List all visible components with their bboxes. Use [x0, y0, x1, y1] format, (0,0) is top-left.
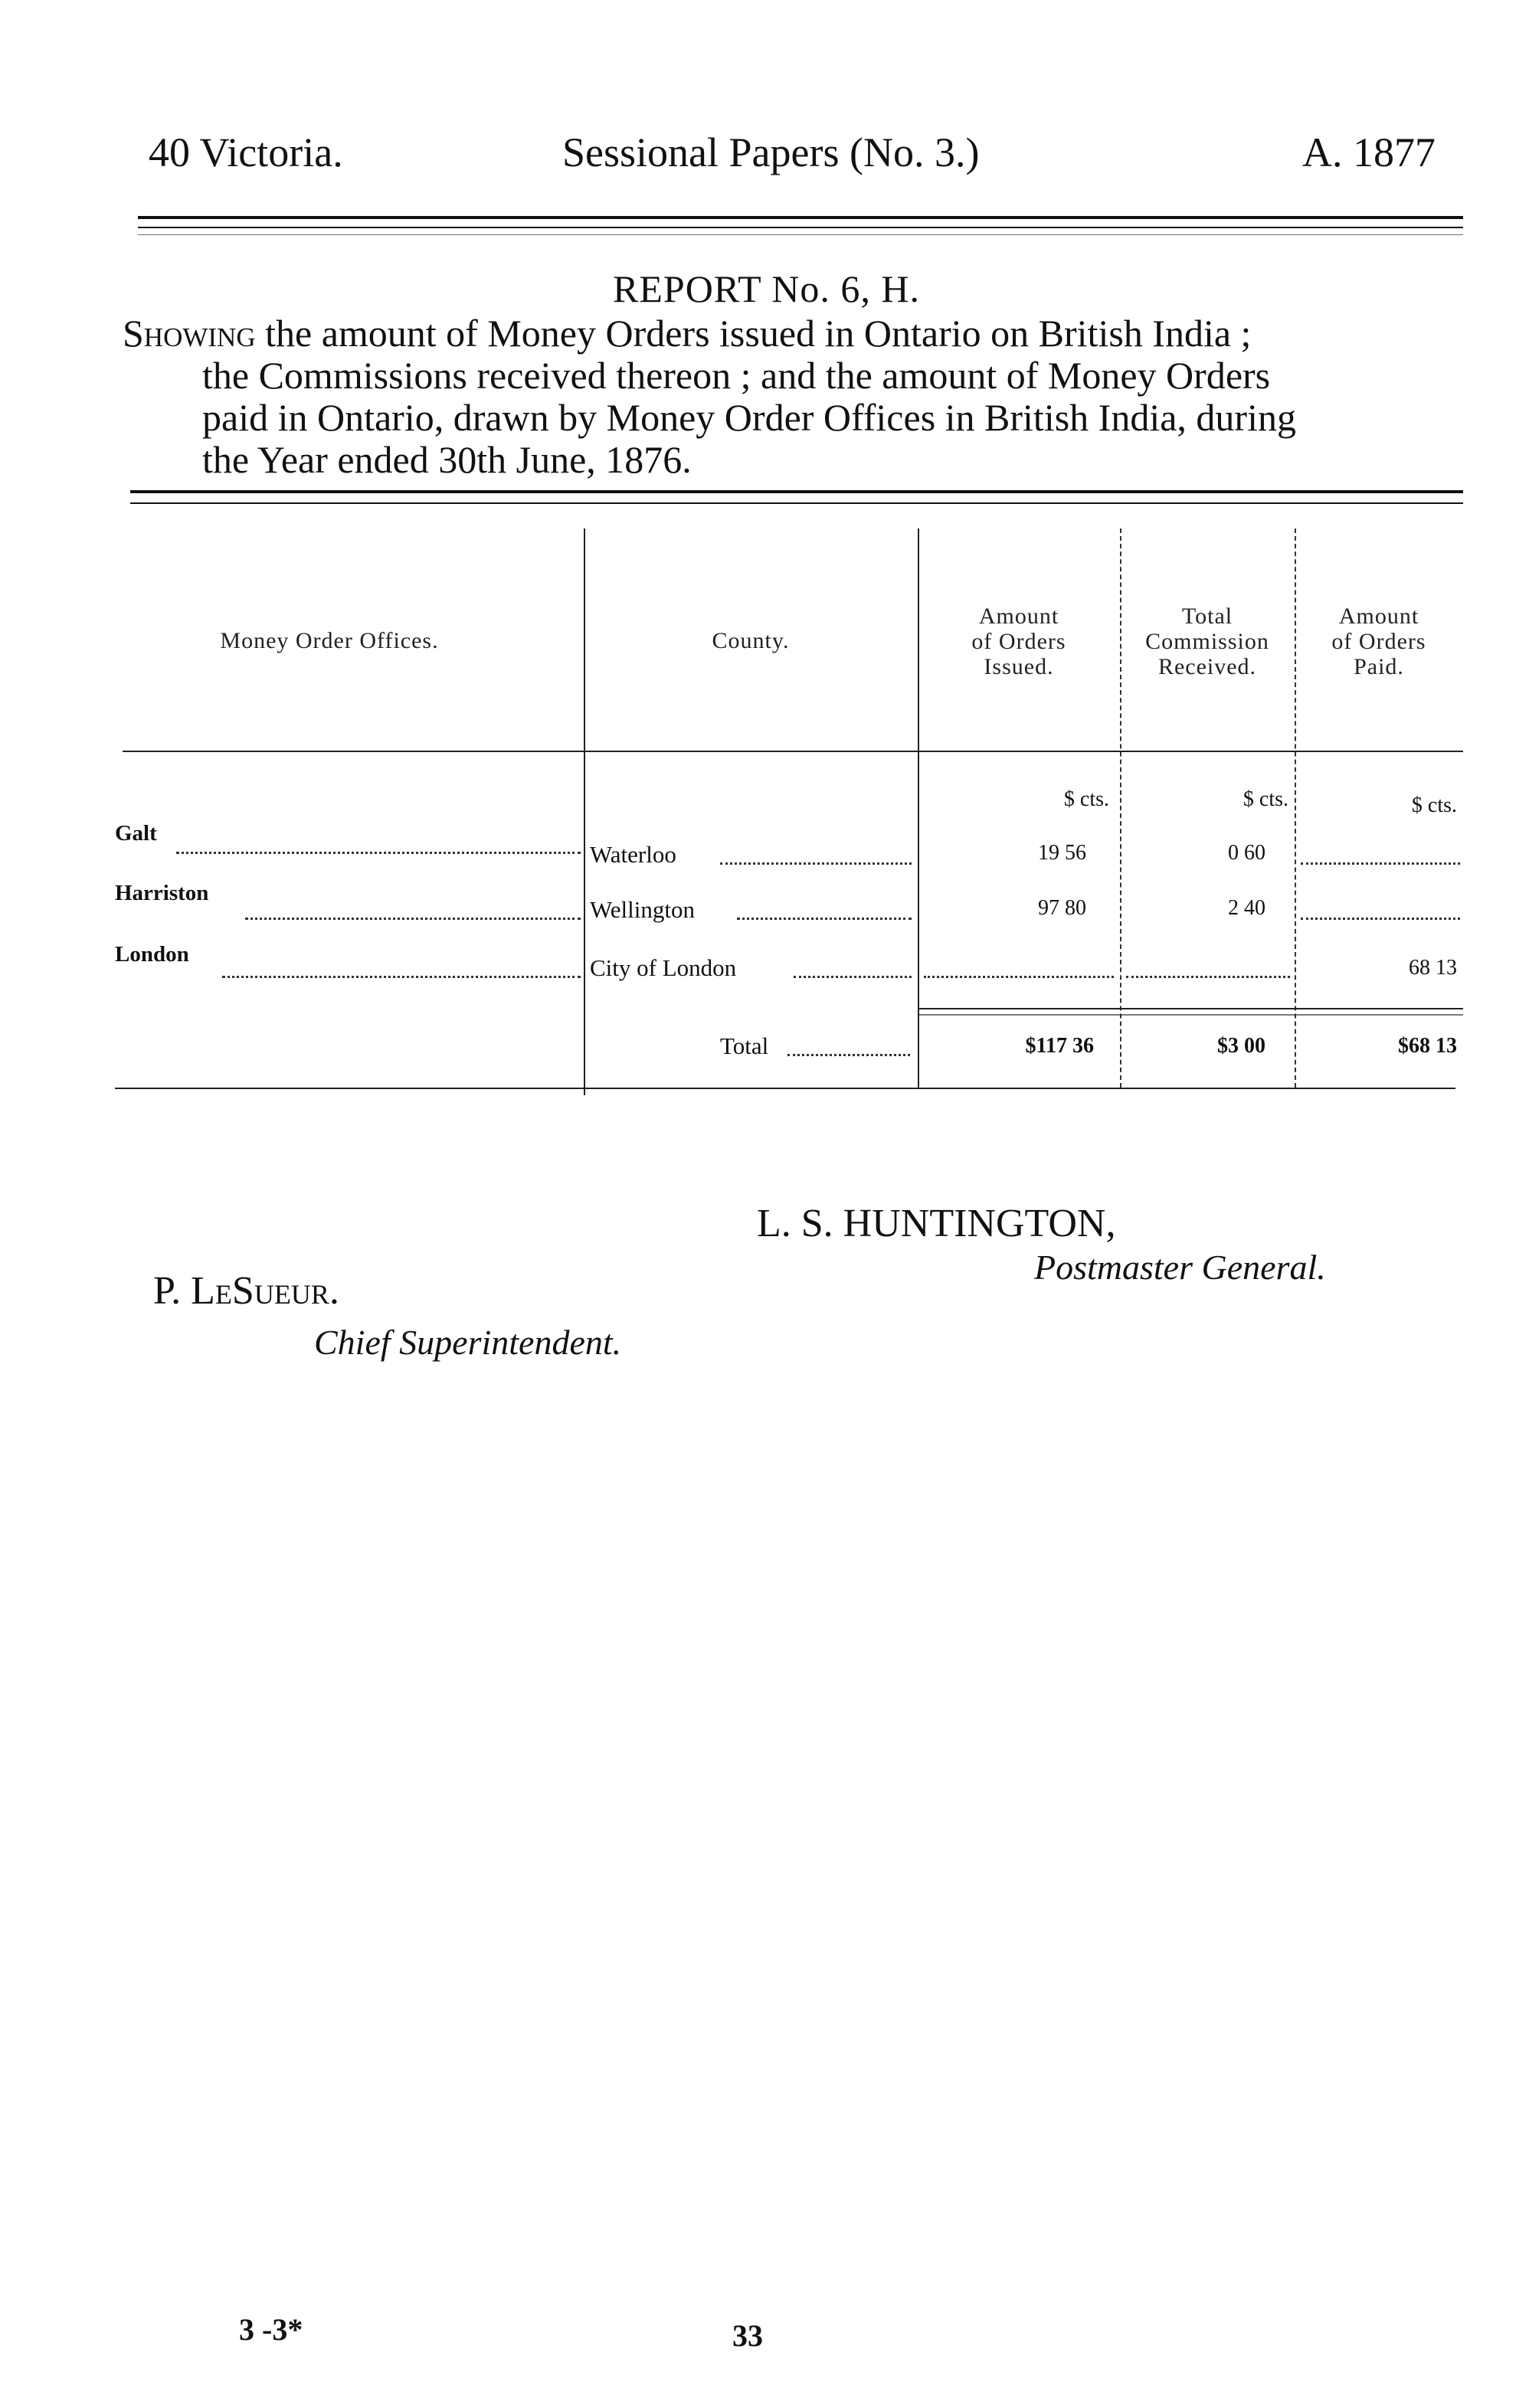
- col-rule-county: [584, 528, 585, 1095]
- header-amount-paid-line-3: Paid.: [1354, 654, 1404, 679]
- header-amount-issued-line-2: of Orders: [971, 629, 1066, 654]
- row-harriston-county: Wellington: [590, 896, 695, 923]
- superintendent-name: P. LeSueur.: [153, 1269, 339, 1313]
- table-top-rule-thin: [130, 502, 1463, 504]
- description-lead-word: Showing: [123, 312, 256, 355]
- description-line-1-text: the amount of Money Orders issued in Ontario on British India ;: [255, 312, 1252, 355]
- row-london-office-leader: [222, 976, 581, 978]
- row-galt-office: Galt: [115, 821, 157, 846]
- row-harriston-office-leader: [245, 918, 581, 920]
- row-harriston-paid-leader: [1301, 918, 1460, 920]
- header-total-commission-line-2: Commission: [1145, 629, 1269, 654]
- row-galt-commission: 0 60: [1228, 841, 1265, 865]
- header-rule-thin: [138, 227, 1463, 228]
- row-harriston-office: Harriston: [115, 881, 209, 905]
- header-sessional-papers: Sessional Papers (No. 3.): [562, 129, 980, 175]
- header-amount-issued-line-3: Issued.: [984, 654, 1054, 679]
- footer-sheet-mark: 3 -3*: [239, 2312, 303, 2347]
- description-line-4: the Year ended 30th June, 1876.: [202, 438, 692, 481]
- row-harriston-commission: 2 40: [1228, 896, 1265, 920]
- total-commission: $3 00: [1217, 1034, 1265, 1058]
- total-label-leader: [787, 1054, 910, 1056]
- page-number: 33: [732, 2318, 763, 2353]
- header-amount-paid: [1295, 604, 1463, 679]
- header-total-commission: [1120, 604, 1295, 679]
- row-london-office: London: [115, 942, 189, 967]
- unit-paid: $ cts.: [1411, 793, 1457, 817]
- header-county: County.: [712, 628, 790, 653]
- row-galt-office-leader: [176, 852, 581, 854]
- description-line-3: paid in Ontario, drawn by Money Order Offices in British India, during: [202, 396, 1296, 439]
- row-london-county-leader: [794, 976, 912, 978]
- total-top-rule: [918, 1008, 1463, 1009]
- header-amount-issued: [918, 604, 1120, 679]
- total-top-rule-2: [918, 1014, 1463, 1016]
- unit-issued: $ cts.: [1063, 787, 1109, 811]
- header-amount-paid-line-1: Amount: [1338, 604, 1419, 629]
- header-year: A. 1877: [1302, 129, 1436, 175]
- total-paid: $68 13: [1398, 1034, 1457, 1058]
- row-london-county: City of London: [590, 954, 737, 981]
- row-harriston-issued: 97 80: [1038, 896, 1086, 920]
- header-rule-thin-2: [138, 234, 1463, 235]
- money-order-table: [115, 521, 1463, 1103]
- header-amount-paid-line-2: of Orders: [1331, 629, 1426, 654]
- description-line-1: [123, 312, 1471, 355]
- header-rule-thick: [138, 216, 1463, 219]
- unit-commission: $ cts.: [1243, 787, 1288, 811]
- row-harriston-county-leader: [737, 918, 912, 920]
- row-london-issued-leader: [924, 976, 1114, 978]
- row-london-commission-leader: [1126, 976, 1290, 978]
- superintendent-title: Chief Superintendent.: [314, 1323, 622, 1362]
- header-total-commission-line-1: Total: [1181, 604, 1233, 629]
- row-london-paid: 68 13: [1409, 956, 1457, 980]
- row-galt-county: Waterloo: [590, 841, 676, 868]
- table-top-rule-thick: [130, 490, 1463, 493]
- header-bottom-rule: [123, 751, 1463, 752]
- total-issued: $117 36: [1025, 1034, 1094, 1058]
- postmaster-name: L. S. HUNTINGTON,: [757, 1202, 1116, 1245]
- table-bottom-rule: [115, 1088, 1455, 1089]
- report-title: REPORT No. 6, H.: [613, 267, 921, 310]
- header-total-commission-line-3: Received.: [1157, 654, 1257, 679]
- total-label: Total: [720, 1032, 769, 1059]
- header-money-order-offices: Money Order Offices.: [220, 628, 439, 653]
- postmaster-title: Postmaster General.: [1034, 1248, 1326, 1287]
- row-galt-issued: 19 56: [1038, 841, 1086, 865]
- header-amount-issued-line-1: Amount: [978, 604, 1059, 629]
- header-session: 40 Victoria.: [149, 129, 343, 175]
- row-galt-county-leader: [720, 862, 912, 865]
- report-description: [123, 312, 1471, 481]
- description-line-2: the Commissions received thereon ; and the amount of Money Orders: [202, 354, 1271, 397]
- row-galt-paid-leader: [1301, 862, 1460, 865]
